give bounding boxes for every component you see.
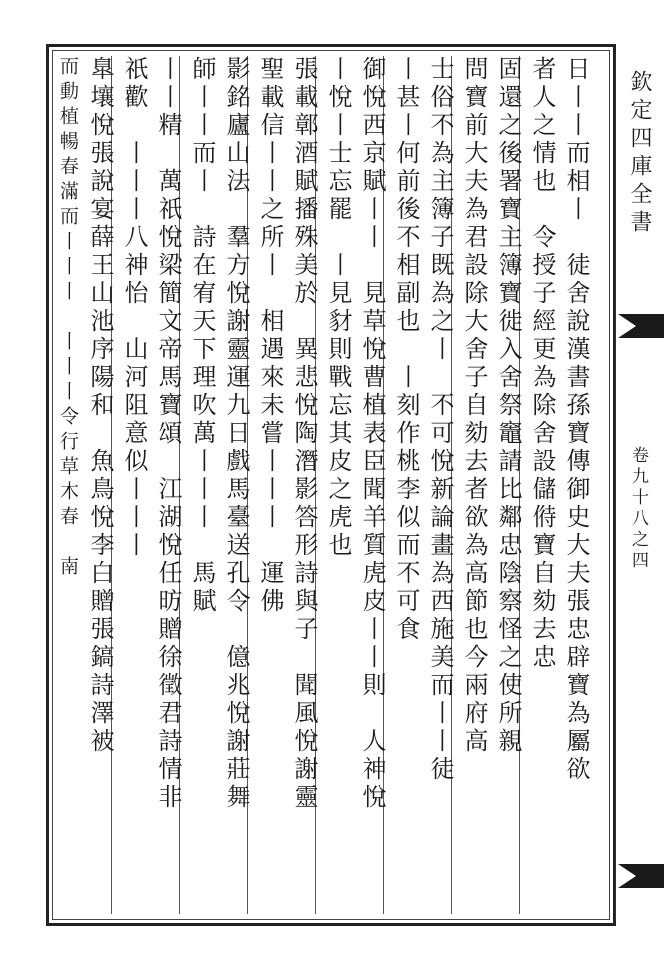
column-text: 日丨丨而相丨 徒舍說漢書孫寶傳御史大夫張忠辟寶為屬欲 — [562, 56, 590, 784]
column-text: 丨丨精 萬祇悅梁簡文帝馬寶頌 江湖悅任昉贈徐徵君詩情非 — [154, 56, 182, 812]
column-text: 問寶前大夫為君設除大舍子自劾去者欲為高節也今兩府高 — [460, 56, 488, 756]
fish-tail-mark-icon — [618, 862, 664, 890]
column-text: 師丨丨而丨 詩在宥天下理吹萬丨丨丨 馬賦 — [188, 56, 216, 616]
text-column-16 — [54, 56, 82, 914]
column-text: 者人之情也 令授子經更為除舍設儲偫寶自劾去忠 — [528, 56, 556, 672]
column-text: 張載鄣酒賦播殊美於 異悲悅陶潛影答形詩與子 聞風悅謝靈 — [290, 56, 318, 812]
fish-tail-mark-icon — [618, 312, 664, 340]
column-text: 臯壤悅張說宴薛王山池序陽和 魚鳥悅李白贈張鎬詩澤被 — [86, 56, 114, 756]
column-text: 固還之後署寶主簿寶徙入舍祭竈請比鄰忠陰察怪之使所親 — [494, 56, 522, 756]
book-title: 欽定四庫全書 — [627, 70, 652, 238]
column-text: 祇歡 丨丨丨八神怡 山河阻意似丨丨丨 — [120, 56, 148, 560]
column-text: 丨悅丨士忘罷 丨見豺則戰忘其皮之虎也 — [324, 56, 352, 560]
page-margin — [618, 60, 658, 920]
volume-label: 卷九十八之四 — [628, 446, 648, 572]
margin-rule — [615, 52, 616, 920]
column-text: 御悅西京賦丨丨 見草悅曹植表臣聞羊質虎皮丨丨則 人神悅 — [358, 56, 386, 812]
column-text: 聖載信丨丨之所丨 相遇來未嘗丨丨丨 運佛 — [256, 56, 284, 616]
column-text: 影銘廬山法 羣方悅謝靈運九日戲馬臺送孔令 億兆悅謝莊舞 — [222, 56, 250, 812]
column-text: 士俗不為主簿子既為之丨 不可悅新論畫為西施美而丨丨徒 — [426, 56, 454, 784]
column-text: 丨甚丨何前後不相副也 丨刻作桃李似而不可食 — [392, 56, 420, 644]
column-text: 而動植暢春滿而丨丨丨 丨丨丨令行草木春 南 — [57, 56, 79, 581]
